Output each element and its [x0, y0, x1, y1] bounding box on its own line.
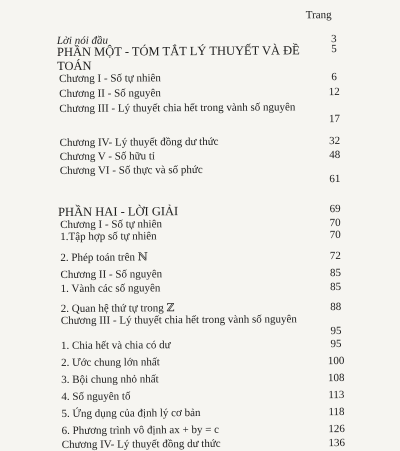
- toc-entry-page: 17: [328, 113, 340, 126]
- toc-entry: [59, 372, 351, 386]
- toc-entry: [57, 71, 349, 85]
- toc-entry-page: 72: [329, 250, 341, 263]
- toc-entry-page: 48: [329, 149, 341, 162]
- toc-entry: [58, 135, 350, 149]
- toc-entry-page: 5: [331, 43, 337, 56]
- toc-entry-title: 3. Bội chung nhỏ nhất: [61, 373, 159, 386]
- toc-entry: [57, 43, 349, 73]
- toc-entry: [59, 313, 351, 339]
- part-separator: [58, 185, 350, 197]
- toc-entry-title: 1. Chia hết và chia có dư: [60, 339, 171, 352]
- toc-entry-title: 1.Tập hợp số tự nhiên: [60, 230, 157, 243]
- toc-entry: [58, 229, 350, 243]
- toc-entry-title: Chương V - Số hữu tỉ: [59, 150, 156, 163]
- toc-entry-title: Chương IV- Lý thuyết đồng dư thức: [59, 135, 219, 149]
- toc-entry-title: PHẦN HAI - LỜI GIẢI: [58, 204, 179, 219]
- toc-entry-title: Chương II - Số nguyên: [60, 268, 163, 281]
- toc-entry-page: 70: [329, 217, 341, 230]
- toc-entry: [59, 406, 351, 420]
- toc-entry-page: 126: [328, 422, 345, 436]
- toc-entry-title: 4. Số nguyên tố: [61, 390, 131, 403]
- toc-entry-title: 1. Vành các số nguyên: [60, 282, 161, 295]
- toc-entry: [60, 423, 352, 437]
- toc-entry-title: Chương III - Lý thuyết chia hết trong vành số nguyên: [60, 313, 297, 327]
- toc-entry-page: 118: [328, 405, 345, 419]
- toc-entry: [57, 101, 349, 127]
- toc-entry: [58, 250, 350, 264]
- toc-entry-page: 95: [330, 325, 342, 338]
- toc-entry-page: 85: [329, 267, 342, 280]
- toc-entry-title: Chương VI - Số thực và số phức: [59, 163, 203, 177]
- toc-entry-page: 61: [329, 173, 341, 186]
- table-of-contents: [57, 33, 352, 451]
- toc-entry-title: Chương IV- Lý thuyết đồng dư thức: [61, 437, 221, 451]
- toc-entry-title: Chương II - Số nguyên: [59, 87, 161, 100]
- toc-entry: [60, 437, 352, 451]
- toc-entry-title: Chương I - Số tự nhiên: [60, 218, 162, 231]
- toc-entry-page: 70: [329, 229, 341, 242]
- toc-entry-page: 113: [328, 388, 345, 402]
- toc-entry-title: PHẦN MỘT - TÓM TẮT LÝ THUYẾT VÀ ĐỀ TOÁN: [56, 43, 300, 73]
- toc-entry-page: 85: [330, 281, 342, 294]
- toc-entry-page: 69: [329, 203, 341, 216]
- toc-entry-title: 2. Ước chung lớn nhất: [61, 356, 160, 369]
- toc-entry-page: 6: [331, 71, 337, 84]
- toc-entry-title: 5. Ứng dụng của định lý cơ bản: [61, 407, 201, 420]
- toc-entry-title: 6. Phương trình vô định ax + by = c: [61, 423, 220, 437]
- toc-entry: [59, 281, 351, 295]
- toc-entry: [59, 338, 351, 352]
- toc-entry-title: Chương I - Số tự nhiên: [59, 72, 161, 85]
- toc-entry: [58, 149, 350, 163]
- toc-entry-page: 100: [327, 354, 345, 368]
- toc-entry-title: 2. Quan hệ thứ tự trong ℤ: [60, 302, 175, 315]
- toc-entry-page: 108: [327, 371, 345, 385]
- toc-entry-page: 136: [328, 436, 345, 450]
- toc-entry-page: 12: [328, 86, 340, 99]
- toc-entry-title: Lời nói đầu: [56, 34, 109, 47]
- toc-entry-title: Chương III - Lý thuyết chia hết trong vành số nguyên: [59, 101, 296, 115]
- page-column-header: Trang: [305, 9, 332, 22]
- toc-entry: [59, 355, 351, 369]
- toc-entry-page: 88: [330, 301, 342, 314]
- toc-entry: [59, 389, 351, 403]
- toc-entry: [58, 267, 350, 281]
- toc-entry: [58, 163, 350, 187]
- toc-entry-title: 2. Phép toán trên ℕ: [60, 251, 148, 264]
- toc-entry-page: 95: [330, 338, 342, 351]
- toc-entry-page: 32: [329, 135, 341, 148]
- toc-entry: [57, 86, 349, 100]
- toc-entry-page: 3: [331, 33, 337, 46]
